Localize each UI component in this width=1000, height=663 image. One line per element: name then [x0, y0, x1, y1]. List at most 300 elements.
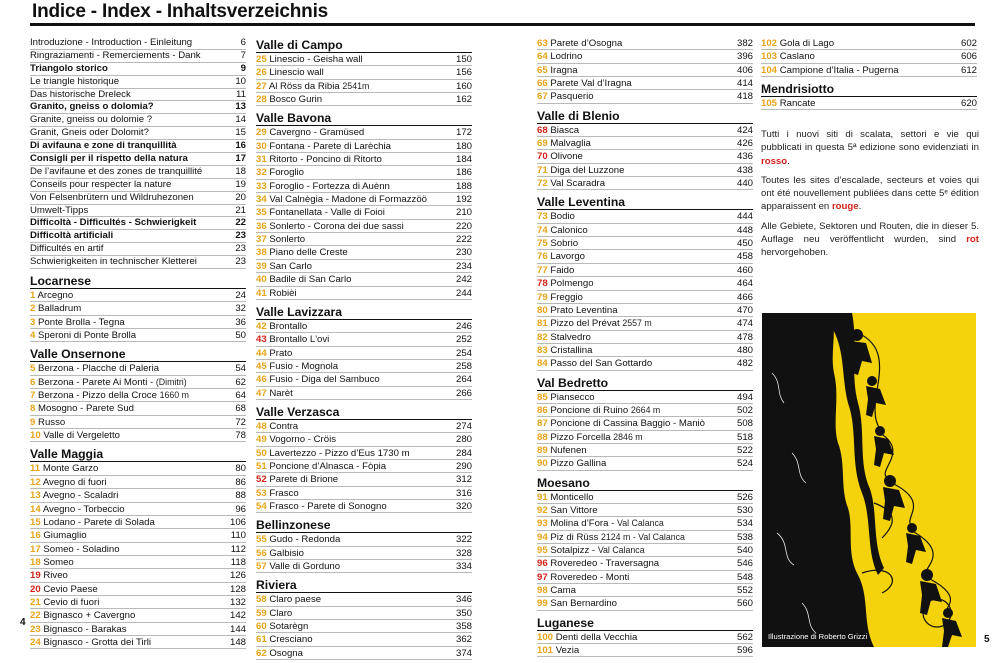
index-entry [30, 609, 246, 622]
entry-label: Someo [43, 556, 74, 568]
index-entry [537, 210, 753, 223]
section-title: Mendrisiotto [761, 81, 977, 97]
entry-number: 85 [537, 391, 548, 403]
index-entry [256, 473, 472, 486]
index-section [30, 346, 246, 442]
entry-label: Passo del San Gottardo [550, 358, 653, 370]
entry-number: 51 [256, 460, 267, 472]
entry-page: 436 [734, 150, 753, 163]
entry-page: 106 [227, 516, 246, 529]
entry-page: 186 [453, 166, 472, 179]
entry-page: 290 [453, 460, 472, 473]
index-entry [256, 153, 472, 166]
entry-label: Pasquerio [550, 91, 594, 103]
entry-label: Avegno di fuori [42, 476, 107, 488]
index-entry [30, 289, 246, 302]
entry-label: Difficoltà artificiali [30, 230, 114, 242]
entry-page: 458 [734, 250, 753, 263]
index-entry [537, 531, 753, 544]
entry-page: 316 [453, 487, 472, 500]
entry-page: 19 [232, 179, 246, 192]
index-entry [256, 447, 472, 460]
entry-label: Malvaglia [550, 138, 591, 150]
entry-number: 43 [256, 334, 267, 346]
index-entry [761, 64, 977, 77]
entry-label: Balladrum [38, 303, 82, 315]
entry-number: 28 [256, 94, 267, 106]
index-entry [537, 37, 753, 50]
index-entry [256, 233, 472, 246]
index-entry [537, 631, 753, 644]
index-entry [537, 291, 753, 304]
entry-label: Molina d’Fora - [550, 518, 617, 530]
index-entry [256, 373, 472, 386]
entry-page: 508 [734, 417, 753, 430]
entry-number: 63 [537, 38, 548, 49]
entry-number: 17 [30, 543, 41, 555]
entry-label: Ponte Brolla - Tegna [38, 316, 125, 328]
entry-label: Linescio wall [269, 67, 324, 79]
entry-number: 26 [256, 67, 267, 79]
index-entry [537, 504, 753, 517]
index-entry [256, 593, 472, 606]
note-french: Toutes les sites d’escalade, secteurs et voies qui ont été nouvellement publiées dans cette 5ᵉ édition apparaissent en rouge. [761, 174, 979, 213]
entry-label: Avegno - Torbeccio [42, 503, 125, 515]
entry-label: Roveredeo - Monti [550, 571, 630, 583]
index-entry [537, 150, 753, 163]
index-entry [256, 333, 472, 346]
entry-number: 12 [30, 476, 41, 488]
illustration-caption: Illustrazione di Roberto Grizzi [768, 632, 868, 641]
entry-page: 148 [227, 636, 246, 649]
entry-label: Contra [269, 420, 299, 432]
entry-page: 16 [232, 140, 246, 153]
index-entry [256, 487, 472, 500]
entry-label: San Carlo [269, 260, 313, 272]
entry-number: 19 [30, 570, 41, 582]
entry-page: 21 [232, 205, 246, 218]
index-entry [256, 140, 472, 153]
entry-sublabel: 2124 m - Val Calanca [601, 531, 685, 542]
entry-page: 526 [734, 491, 753, 504]
entry-page: 474 [734, 317, 753, 330]
entry-page: 350 [453, 607, 472, 620]
climber-illustration [762, 313, 976, 647]
index-entry [30, 389, 246, 402]
entry-label: Triangolo storico [30, 62, 108, 74]
climbers-silhouette-icon [762, 313, 976, 647]
entry-page: 358 [453, 620, 472, 633]
entry-number: 104 [761, 64, 778, 76]
entry-page: 244 [453, 287, 472, 300]
index-entry [256, 206, 472, 219]
entry-page: 534 [734, 517, 753, 530]
entry-page: 602 [958, 37, 977, 50]
entry-label: Diga del Luzzone [550, 164, 625, 176]
entry-label: Osogna [269, 647, 303, 659]
entry-number: 33 [256, 180, 267, 192]
entry-number: 11 [30, 463, 41, 475]
entry-page: 540 [734, 544, 753, 557]
entry-label: Valle di Gorduno [269, 561, 341, 572]
entry-page: 10 [232, 76, 246, 89]
index-entry [537, 177, 753, 190]
index-entry [537, 644, 753, 657]
entry-label: Badile di San Carlo [269, 274, 352, 286]
index-entry [537, 331, 753, 344]
entry-number: 98 [537, 585, 548, 597]
index-entry [537, 557, 753, 570]
entry-number: 18 [30, 556, 41, 568]
entry-number: 41 [256, 287, 267, 299]
entry-number: 40 [256, 274, 267, 286]
entry-label: Prato [269, 347, 293, 359]
entry-label: Al Röss da Ribia [268, 80, 343, 92]
index-section [537, 108, 753, 191]
column-4 [761, 37, 977, 114]
index-entry [537, 584, 753, 597]
entry-page: 480 [734, 344, 753, 357]
entry-label: Val Scaradra [550, 178, 606, 190]
entry-number: 67 [537, 91, 548, 103]
index-entry [761, 37, 977, 50]
entry-label: Linescio - Geisha wall [269, 54, 363, 65]
index-entry [30, 50, 246, 63]
index-entry [30, 556, 246, 569]
note-german: Alle Gebiete, Sektoren und Routen, die in dieser 5. Auflage neu veröffentlicht wurden, sind rot hervorgehoben. [761, 220, 979, 259]
index-entry [256, 320, 472, 333]
entry-number: 38 [256, 247, 267, 259]
index-entry [537, 457, 753, 470]
index-entry [30, 140, 246, 153]
entry-label: Cavergno - Gramüsed [269, 127, 365, 139]
entry-page: 424 [734, 124, 753, 137]
entry-label: Monticello [550, 491, 594, 503]
entry-number: 32 [256, 167, 267, 179]
entry-page: 334 [453, 560, 472, 573]
entry-page: 548 [734, 571, 753, 584]
entry-page: 72 [232, 416, 246, 429]
entry-sublabel: (Dimitri) [155, 376, 187, 387]
entry-label: Sotalpizz - [550, 545, 598, 556]
entry-page: 274 [453, 420, 472, 433]
index-entry [256, 273, 472, 286]
index-entry [537, 404, 753, 417]
entry-page: 382 [734, 37, 753, 50]
entry-sublabel: 2541m [342, 80, 370, 91]
intro-section [30, 37, 246, 269]
entry-page: 150 [453, 53, 472, 66]
entry-label: Bodio [550, 211, 575, 223]
index-entry [537, 77, 753, 90]
entry-number: 89 [537, 444, 548, 456]
entry-label: Pizzo del Prévat [550, 318, 623, 330]
entry-label: Foroglio - Fortezza di Auènn [269, 180, 390, 192]
entry-page: 482 [734, 357, 753, 370]
entry-number: 82 [537, 331, 548, 343]
section-title: Val Bedretto [537, 375, 753, 391]
entry-label: Difficultés en artif [30, 243, 104, 255]
entry-label: Berzona - Parete Ai Monti - [38, 376, 156, 388]
entry-page: 23 [232, 243, 246, 256]
entry-label: Russo [38, 416, 66, 428]
entry-label: Frasco - Parete di Sonogno [269, 500, 387, 512]
entry-page: 172 [453, 126, 472, 139]
index-entry [30, 583, 246, 596]
entry-label: Stalvedro [550, 331, 591, 343]
entry-number: 79 [537, 291, 548, 303]
entry-label: Lodrino [550, 51, 583, 63]
index-section [537, 37, 753, 104]
column-2 [256, 37, 472, 663]
entry-label: Narèt [269, 387, 293, 399]
index-entry [30, 362, 246, 375]
index-entry [256, 647, 472, 660]
entry-page: 17 [232, 153, 246, 166]
entry-label: San Vittore [550, 504, 598, 516]
index-entry [30, 230, 246, 243]
entry-label: Poncione di Cassina Baggio - Maniò [550, 418, 706, 430]
entry-sublabel: Val Calanca [597, 545, 645, 555]
page-title: Indice - Index - Inhaltsverzeichnis [32, 1, 329, 22]
index-entry [256, 287, 472, 300]
entry-sublabel: Val Calanca [617, 518, 664, 529]
entry-label: Foroglio [269, 167, 305, 179]
index-section [761, 37, 977, 77]
entry-label: Difficoltà - Difficultés - Schwierigkeit [30, 217, 197, 229]
index-entry [537, 164, 753, 177]
index-entry [537, 517, 753, 530]
entry-number: 73 [537, 211, 548, 223]
index-entry [537, 137, 753, 150]
index-entry [256, 533, 472, 546]
entry-label: Parete Val d’Iragna [550, 78, 632, 90]
entry-label: Brontallo [269, 320, 308, 332]
index-entry [256, 433, 472, 446]
entry-page: 188 [453, 180, 472, 193]
entry-number: 101 [537, 645, 554, 657]
index-entry [256, 260, 472, 273]
index-section [761, 81, 977, 110]
entry-page: 20 [232, 192, 246, 205]
entry-page: 162 [453, 93, 472, 106]
entry-label: Piano delle Creste [269, 247, 348, 259]
index-entry [30, 256, 246, 269]
entry-number: 5 [30, 363, 36, 375]
entry-sublabel: 1660 m [159, 390, 189, 401]
entry-label: Biasca [550, 124, 580, 136]
entry-label: Schwierigkeiten in technischer Kletterei [30, 256, 197, 268]
index-entry [30, 76, 246, 89]
entry-page: 562 [734, 631, 753, 644]
entry-label: Cama [550, 585, 576, 597]
entry-page: 13 [232, 101, 246, 114]
entry-label: Sonlerto [269, 234, 306, 246]
entry-label: Freggio [550, 291, 583, 303]
entry-label: Piansecco [550, 391, 595, 403]
entry-page: 518 [734, 431, 753, 444]
page-header [30, 0, 975, 26]
entry-number: 42 [256, 320, 267, 332]
index-section [537, 194, 753, 370]
index-entry [537, 444, 753, 457]
entry-page: 50 [232, 329, 246, 342]
index-entry [30, 489, 246, 502]
section-title: Riviera [256, 577, 472, 593]
entry-label: Lavertezzo - Pizzo d’Eus 1730 m [269, 447, 410, 459]
entry-number: 30 [256, 140, 267, 152]
index-entry [256, 420, 472, 433]
section-title: Valle Maggia [30, 446, 246, 462]
entry-page: 68 [232, 402, 246, 415]
index-entry [256, 500, 472, 513]
entry-label: Olivone [550, 151, 583, 163]
entry-label: Pizzo Forcella [550, 431, 614, 443]
index-entry [30, 302, 246, 315]
entry-label: Sotarègn [269, 621, 309, 633]
entry-page: 362 [453, 633, 472, 646]
entry-page: 96 [232, 503, 246, 516]
entry-number: 48 [256, 420, 267, 432]
entry-label: Monte Garzo [42, 463, 99, 475]
entry-page: 258 [453, 360, 472, 373]
entry-number: 88 [537, 431, 548, 443]
index-section [537, 375, 753, 471]
entry-number: 34 [256, 194, 267, 206]
entry-label: Cevio di fuori [43, 596, 100, 608]
index-entry [537, 571, 753, 584]
entry-number: 78 [537, 278, 548, 290]
index-section [537, 475, 753, 611]
entry-number: 7 [30, 390, 36, 402]
entry-label: Granite, gneiss ou dolomie ? [30, 114, 153, 126]
entry-page: 524 [734, 457, 753, 470]
entry-page: 242 [453, 273, 472, 286]
entry-label: Poncione di Ruino [550, 404, 631, 416]
entry-label: Granito, gneiss o dolomia? [30, 101, 154, 113]
index-entry [256, 560, 472, 573]
entry-page: 552 [734, 584, 753, 597]
index-entry [30, 569, 246, 582]
entry-page: 466 [734, 291, 753, 304]
entry-label: Gola di Lago [779, 38, 835, 49]
index-entry [256, 633, 472, 646]
column-3 [537, 37, 753, 661]
entry-number: 77 [537, 264, 548, 276]
entry-number: 36 [256, 220, 267, 232]
section-title: Valle di Campo [256, 37, 472, 53]
entry-number: 8 [30, 403, 36, 415]
entry-page: 546 [734, 557, 753, 570]
entry-number: 23 [30, 623, 41, 635]
index-entry [256, 93, 472, 106]
entry-label: Gudo - Redonda [269, 534, 341, 546]
index-entry [30, 114, 246, 127]
index-entry [30, 429, 246, 442]
entry-number: 83 [537, 344, 548, 356]
entry-number: 71 [537, 164, 548, 176]
index-entry [761, 50, 977, 63]
entry-number: 99 [537, 598, 548, 610]
index-entry [761, 97, 977, 110]
index-entry [30, 192, 246, 205]
entry-number: 84 [537, 358, 548, 370]
index-entry [30, 543, 246, 556]
page-number-left: 4 [20, 617, 26, 628]
entry-sublabel: 2664 m [630, 404, 661, 415]
entry-number: 31 [256, 154, 267, 166]
entry-page: 448 [734, 224, 753, 237]
note-italian: Tutti i nuovi siti di scalata, settori e vie qui pubblicati in questa 5ª edizione sono evidenziati in rosso. [761, 129, 979, 167]
index-entry [30, 217, 246, 230]
entry-number: 13 [30, 490, 41, 502]
entry-number: 56 [256, 547, 267, 559]
entry-number: 70 [537, 151, 548, 163]
entry-page: 620 [958, 97, 977, 110]
entry-page: 230 [453, 246, 472, 259]
entry-page: 522 [734, 444, 753, 457]
entry-number: 29 [256, 127, 267, 139]
entry-label: Di avifauna e zone di tranquillità [30, 140, 177, 152]
entry-number: 90 [537, 458, 548, 470]
entry-number: 16 [30, 530, 41, 542]
entry-label: Cevio Paese [43, 583, 98, 595]
index-entry [30, 127, 246, 140]
entry-number: 100 [537, 631, 554, 643]
entry-number: 105 [761, 98, 778, 110]
entry-label: Granit, Gneis oder Dolomit? [30, 127, 149, 139]
entry-page: 156 [453, 66, 472, 79]
entry-page: 64 [232, 389, 246, 402]
entry-sublabel: 2846 m [613, 431, 643, 442]
entry-page: 88 [232, 489, 246, 502]
index-entry [537, 264, 753, 277]
entry-label: Bignasco + Cavergno [43, 610, 136, 622]
index-section [256, 577, 472, 660]
entry-number: 61 [256, 634, 267, 646]
index-entry [30, 316, 246, 329]
entry-page: 210 [453, 206, 472, 219]
entry-page: 86 [232, 476, 246, 489]
entry-label: Valle di Vergeletto [43, 430, 120, 442]
edition-note [761, 128, 979, 266]
entry-number: 21 [30, 596, 41, 608]
entry-page: 192 [453, 193, 472, 206]
entry-number: 25 [256, 54, 267, 65]
section-title: Moesano [537, 475, 753, 491]
index-entry [537, 491, 753, 504]
entry-page: 160 [453, 80, 472, 93]
index-entry [537, 544, 753, 557]
entry-page: 6 [238, 37, 246, 50]
entry-number: 103 [761, 51, 778, 63]
entry-label: Das historische Dreleck [30, 88, 131, 100]
index-entry [30, 153, 246, 166]
entry-number: 95 [537, 545, 548, 556]
entry-label: San Bernardino [550, 598, 618, 610]
entry-label: Ritorto - Poncino di Ritorto [269, 154, 382, 166]
entry-page: 246 [453, 320, 472, 333]
index-entry [30, 243, 246, 256]
entry-page: 254 [453, 347, 472, 360]
index-entry [537, 344, 753, 357]
entry-number: 97 [537, 571, 548, 583]
entry-number: 47 [256, 387, 267, 399]
index-entry [537, 304, 753, 317]
index-entry [30, 101, 246, 114]
index-entry [256, 547, 472, 560]
entry-number: 39 [256, 260, 267, 272]
